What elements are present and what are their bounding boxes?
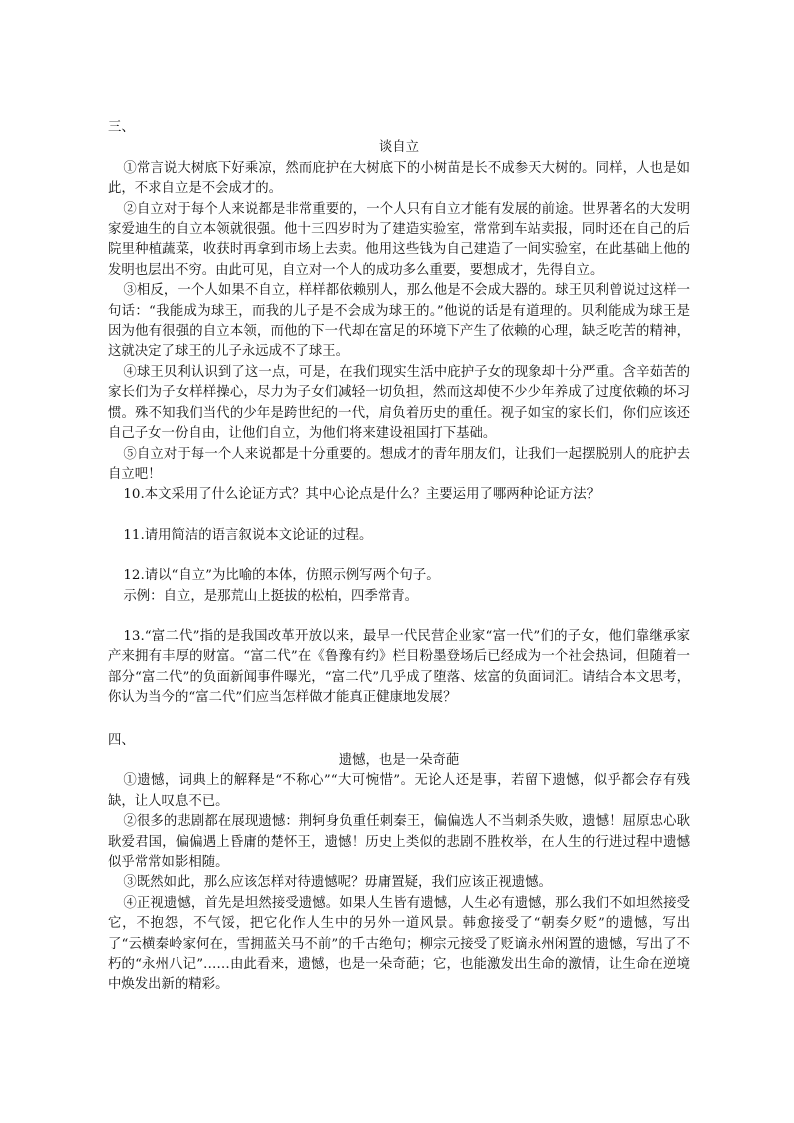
section-4-paragraph-1: ①遗憾，词典上的解释是“不称心”“大可惋惜”。无论人还是事，若留下遗憾，似乎都会存有残缺，让人叹息不已。 xyxy=(108,773,690,809)
section-3-label: 三、 xyxy=(108,120,135,135)
section-3-title: 谈自立 xyxy=(378,140,420,156)
section-4-paragraph-4: ④正视遗憾，首先是坦然接受遗憾。如果人生皆有遗憾，人生必有遗憾，那么我们不如坦然接受它，不抱怨，不气馁，把它化作人生中的另外一道风景。韩愈接受了“朝奏夕贬”的遗憾，写出了“云横秦岭家何在，雪拥蓝关马不前”的千古绝句；柳宗元接受了贬谪永州闲置的遗憾，写出了不朽的“永州八记”……由此看来，遗憾，也是一朵奇葩；它，也能激发出生命的激情，让生命在逆境中焕发出新的精彩。 xyxy=(108,895,690,993)
question-12-example: 示例：自立，是那荒山上挺拔的松柏，四季常青。 xyxy=(123,588,418,604)
question-13: 13.“富二代”指的是我国改革开放以来，最早一代民营企业家“富一代”们的子女，他们靠继承家产来拥有丰厚的财富。“富二代”在《鲁豫有约》栏目粉墨登场后已经成为一个社会热词，但随着一部分“富二代”的负面新闻事件曝光，“富二代”几乎成了堕落、炫富的负面词汇。请结合本文思考，你认为当今的“富二代”们应当怎样做才能真正健康地发展？ xyxy=(108,628,690,706)
question-11: 11.请用简洁的语言叙说本文论证的过程。 xyxy=(123,527,373,543)
section-3-paragraph-5: ⑤自立对于每一个人来说都是十分重要的。想成才的青年朋友们，让我们一起摆脱别人的庇护去自立吧！ xyxy=(108,446,690,482)
section-4-paragraph-3: ③既然如此，那么应该怎样对待遗憾呢？毋庸置疑，我们应该正视遗憾。 xyxy=(123,875,552,891)
section-3-paragraph-4: ④球王贝利认识到了这一点，可是，在我们现实生活中庇护子女的现象却十分严重。含辛茹苦的家长们为子女样样操心，尽力为子女们减轻一切负担，然而这却使不少少年养成了过度依赖的坏习惯。殊不知我们当代的少年是跨世纪的一代，肩负着历史的重任。视子如宝的家长们，你们应该还自己子女一份自由，让他们自立，为他们将来建设祖国打下基础。 xyxy=(108,364,690,442)
question-10: 10.本文采用了什么论证方式？其中心论点是什么？主要运用了哪两种论证方法？ xyxy=(123,487,600,503)
section-3-paragraph-1: ①常言说大树底下好乘凉，然而庇护在大树底下的小树苗是长不成参天大树的。同样，人也是如此，不求自立是不会成才的。 xyxy=(108,160,690,197)
section-4-title: 遗憾，也是一朵奇葩 xyxy=(338,752,460,768)
section-3-paragraph-3: ③相反，一个人如果不自立，样样都依赖别人，那么他是不会成大器的。球王贝利曾说过这样一句话：“我能成为球王，而我的儿子是不会成为球王的。”他说的话是有道理的。贝利能成为球王是因为他有很强的自立本领，而他的下一代却在富足的环境下产生了依赖的心理，缺乏吃苦的精神，这就决定了球王的儿子永远成不了球王。 xyxy=(108,283,690,360)
document-page xyxy=(108,118,690,996)
section-4 xyxy=(108,731,690,996)
section-4-label: 四、 xyxy=(108,732,135,748)
question-12: 12.请以“自立”为比喻的本体，仿照示例写两个句子。 xyxy=(123,568,440,584)
section-3 xyxy=(108,118,690,709)
section-4-paragraph-2: ②很多的悲剧都在展现遗憾：荆轲身负重任刺秦王，偏偏选人不当刺杀失败，遗憾！屈原忠心耿耿爱君国，偏偏遇上昏庸的楚怀王，遗憾！历史上类似的悲剧不胜枚举，在人生的行进过程中遗憾似乎常常如影相随。 xyxy=(108,814,690,870)
section-3-paragraph-2: ②自立对于每个人来说都是非常重要的，一个人只有自立才能有发展的前途。世界著名的大发明家爱迪生的自立本领就很强。他十三四岁时为了建造实验室，常常到车站卖报，同时还在自己的后院里种植蔬菜，收获时再拿到市场上去卖。他用这些钱为自己建造了一间实验室，在此基础上他的发明也层出不穷。由此可见，自立对一个人的成功多么重要，要想成才，先得自立。 xyxy=(108,201,690,278)
